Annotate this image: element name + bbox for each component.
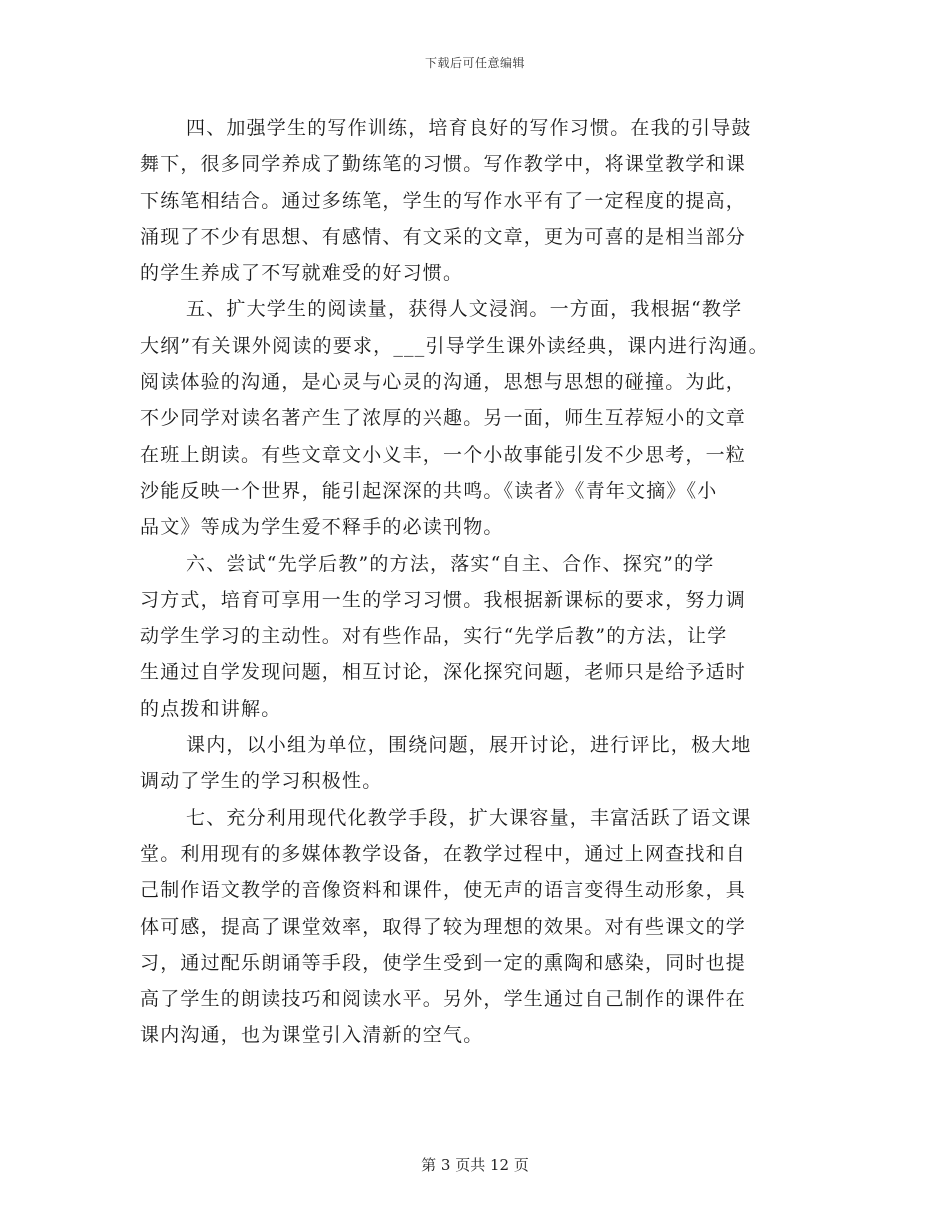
text-line: 堂。利用现有的多媒体教学设备，在教学过程中，通过上网查找和自 (140, 842, 747, 865)
page-header: 下载后可任意编辑 (424, 56, 525, 70)
text-line: 高了学生的朗读技巧和阅读水平。另外，学生通过自己制作的课件在 (140, 988, 747, 1011)
paragraph-first-line: 六、尝试“先学后教”的方法，落实“自主、合作、探究”的学 (186, 552, 715, 575)
paragraph-first-line: 四、加强学生的写作训练，培育良好的写作习惯。在我的引导鼓 (186, 117, 752, 139)
text-line: 阅读体验的沟通，是心灵与心灵的沟通，思想与思想的碰撞。为此， (140, 371, 747, 394)
text-line: 的点拨和讲解。 (140, 697, 282, 720)
text-line: 己制作语文教学的音像资料和课件，使无声的语言变得生动形象，具 (140, 879, 747, 902)
text-line: 不少同学对读名著产生了浓厚的兴趣。另一面，师生互荐短小的文章 (140, 407, 747, 430)
text-line: 的学生养成了不写就难受的好习惯。 (140, 262, 464, 285)
document-body (140, 110, 820, 1054)
text-line: 生通过自学发现问题，相互讨论，深化探究问题，老师只是给予适时 (140, 661, 747, 684)
text-line: 品文》等成为学生爱不释手的必读刊物。 (140, 516, 504, 539)
text-line: 习方式，培育可享用一生的学习习惯。我根据新课标的要求，努力调 (140, 588, 747, 611)
paragraph-first-line: 五、扩大学生的阅读量，获得人文浸润。一方面，我根据“教学 (186, 298, 743, 321)
text-line: 涌现了不少有思想、有感情、有文采的文章，更为可喜的是相当部分 (140, 225, 747, 248)
text-line: 大纲”有关课外阅读的要求，___引导学生课外读经典，课内进行沟通。 (140, 334, 769, 357)
text-line: 习，通过配乐朗诵等手段，使学生受到一定的熏陶和感染，同时也提 (140, 951, 747, 974)
text-line: 调动了学生的学习积极性。 (140, 770, 383, 793)
text-line: 沙能反映一个世界，能引起深深的共鸣。《读者》《青年文摘》《小 (140, 479, 718, 502)
page-number-footer: 第 3 页共 12 页 (421, 1156, 529, 1174)
text-line: 下练笔相结合。通过多练笔，学生的写作水平有了一定程度的提高， (140, 189, 747, 212)
text-line: 舞下，很多同学养成了勤练笔的习惯。写作教学中，将课堂教学和课 (140, 153, 747, 176)
text-line: 动学生学习的主动性。对有些作品，实行“先学后教”的方法，让学 (140, 625, 728, 648)
paragraph-first-line: 课内，以小组为单位，围绕问题，展开讨论，进行评比，极大地 (186, 734, 752, 757)
paragraph-first-line: 七、充分利用现代化教学手段，扩大课容量，丰富活跃了语文课 (186, 806, 752, 829)
text-line: 体可感，提高了课堂效率，取得了较为理想的效果。对有些课文的学 (140, 915, 747, 938)
text-line: 在班上朗读。有些文章文小义丰，一个小故事能引发不少思考，一粒 (140, 443, 747, 466)
text-line: 课内沟通，也为课堂引入清新的空气。 (140, 1024, 484, 1047)
